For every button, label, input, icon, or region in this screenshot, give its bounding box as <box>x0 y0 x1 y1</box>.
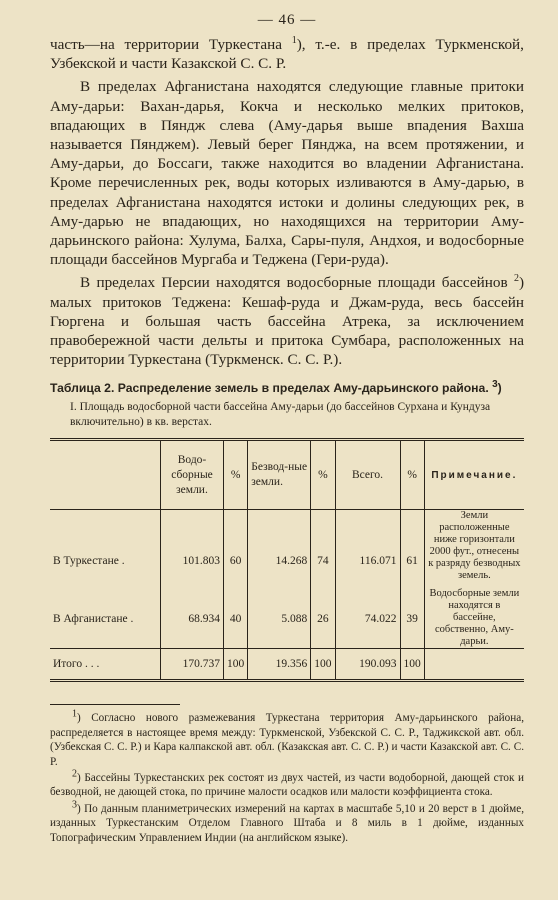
spacer-cell <box>335 510 400 532</box>
note-1: Земли расположенные ниже горизонтали 2000 фут., отнесены к разряду безводных земель. <box>428 510 521 582</box>
cell-water: 170.737 <box>161 649 224 681</box>
cell-dry: 19.356 <box>248 649 311 681</box>
land-distribution-table <box>50 438 524 682</box>
paragraph-2: В пределах Афганистана находятся следующие главные притоки Аму-дарьи: Вахан-дарья, Кокча и несколько мелких притоков, впадающих в Пяндж слева (Аму-дарья выше впадения Вахша называется Пянджем). Левый берег Пянджа, на всем протяжении, и Аму-дарьи, до Боссаги, также находится во владении Афганистана. Кроме перечисленных рек, воды которых изливаются в Аму-дарью, в пределах Афганистана находятся истоки и долины следующих рек, в Аму-дарью не впадающих, но находящихся на территории Аму-дарьинского района: Хулума, Балха, Сары-пуля, Андхоя, и водосборные площади бассейнов Мургаба и Теджена (Гери-руда). <box>50 78 524 269</box>
header-region <box>50 440 161 510</box>
cell-water-pct: 60 <box>224 532 248 590</box>
cell-total-pct: 100 <box>400 649 424 681</box>
spacer-cell <box>248 510 311 532</box>
paragraph-text: часть—на территории Туркестана <box>50 36 292 53</box>
footnotes <box>50 708 524 845</box>
spacer-cell <box>224 510 248 532</box>
page-number: — 46 — <box>257 12 317 28</box>
footnote-ref[interactable]: 2 <box>513 273 519 285</box>
table-caption: Таблица 2. Распределение земель в пределах Аму-дарьинского района. $^3$) <box>50 379 502 396</box>
footnote-2: $^2$) Бассейны Туркестанских рек состоят из двух частей, из части водоборной, дающей сток и безводной, не дающей стока, по причине малости осадков или малости коэффициента стока. <box>50 768 524 799</box>
table-caption-text: Таблица 2. Распределение земель в пределах Аму-дарьинского района. <box>50 381 489 396</box>
header-water-pct: % <box>224 440 248 510</box>
cell-dry-pct: 26 <box>311 590 335 649</box>
cell-total: 74.022 <box>335 590 400 649</box>
cell-total: 116.071 <box>335 532 400 590</box>
paragraph-text: В пределах Персии находятся водосборные площади бассейнов <box>80 274 514 292</box>
cell-dry-pct: 100 <box>311 649 335 681</box>
cell-dry: 14.268 <box>248 532 311 590</box>
spacer-cell <box>400 510 424 532</box>
paragraph-text: ) малых притоков Теджена: Кешаф-руда и Джам-руда, весь бассейн Гюргена и большая часть бассейна Атрека, за исключением правобережной части дельты и притока Сумбара, расположенных на территории Туркестана (Туркменск. С. С. Р.). <box>50 274 524 369</box>
cell-total-pct: 39 <box>400 590 424 649</box>
table-spacer-row <box>50 510 524 532</box>
spacer-cell <box>311 510 335 532</box>
paragraph-text: ), т.-е. в пределах Туркменской, Узбекской и части Казакской С. С. Р. <box>50 36 524 73</box>
row-name: В Афганистане . <box>53 613 134 626</box>
footnote-text: По данным планиметрических измерений на картах в масштабе 5,10 и 20 верст в 1 дюйме, изданных Туркестанским Отделом Главного Штаба и 8 миль в 1 дюйме, изданных Топографическим Управлением Индии (на английском языке). <box>50 802 524 844</box>
note-empty-cell <box>424 649 524 681</box>
footnote-3: $^3$) По данным планиметрических измерений на картах в масштабе 5,10 и 20 верст в 1 дюйме, изданных Туркестанским Отделом Главного Штаба и 8 миль в 1 дюйме, изданных Топографическим Управлением Индии (на английском языке). <box>50 799 524 844</box>
footnote-text: Согласно нового размежевания Туркестана территория Аму-дарьинского района, распределяется в настоящее время между: Туркменской, Узбекской С. С. Р., Таджикской авт. обл. (Узбекская С. С. Р.) и Кара калпакской авт. обл. (Казакская авт. С. С. Р.) и части Казакской авт. С. С. Р. <box>50 712 524 768</box>
footnote-mark: 1 <box>72 708 77 720</box>
body-text <box>50 35 524 369</box>
spacer-cell <box>50 510 161 532</box>
footnote-1: $^1$) Согласно нового размежевания Туркестана территория Аму-дарьинского района, распределяется в настоящее время между: Туркменской, Узбекской С. С. Р., Таджикской авт. обл. (Узбекская С. С. Р.) и Кара калпакской авт. обл. (Казакская авт. С. С. Р.) и части Казакской авт. С. С. Р. <box>50 708 524 768</box>
table-total-row <box>50 649 524 681</box>
header-total: Всего. <box>335 440 400 510</box>
cell-dry: 5.088 <box>248 590 311 649</box>
spacer-cell <box>161 510 224 532</box>
header-dry-pct: % <box>311 440 335 510</box>
paragraph-1 <box>50 35 524 73</box>
note-2: Водосборные земли находятся в бассейне, собственно, Аму-дарьи. <box>429 588 520 648</box>
cell-total-pct: 61 <box>400 532 424 590</box>
cell-water: 68.934 <box>161 590 224 649</box>
cell-water: 101.803 <box>161 532 224 590</box>
header-note: Примечание. <box>424 440 524 510</box>
footnote-mark: 2 <box>72 768 77 780</box>
header-total-pct: % <box>400 440 424 510</box>
row-name: В Туркестане . <box>53 555 125 568</box>
cell-dry-pct: 74 <box>311 532 335 590</box>
cell-water-pct: 40 <box>224 590 248 649</box>
table-subtitle: I. Площадь водосборной части бассейна Аму-дарьи (до бассейнов Сурхана и Кундуза включительно) в кв. верстах. <box>70 401 491 429</box>
footnote-divider <box>50 704 180 705</box>
header-water: Водо-сборные земли. <box>161 440 224 510</box>
footnote-text: Бассейны Туркестанских рек состоят из двух частей, из части водоборной, дающей сток и безводной, не дающей стока, по причине малости осадков или малости коэффициента стока. <box>50 772 524 799</box>
cell-total: 190.093 <box>335 649 400 681</box>
row-name: Итого . . . <box>50 649 161 681</box>
footnote-mark: 3 <box>72 799 77 811</box>
footnote-ref[interactable]: 1 <box>291 34 297 46</box>
footnote-ref[interactable]: 3 <box>492 379 498 391</box>
paragraph-3 <box>50 273 524 369</box>
note-cell <box>424 510 524 649</box>
cell-water-pct: 100 <box>224 649 248 681</box>
table-header-row <box>50 440 524 510</box>
header-dry: Безвод-ные земли. <box>248 440 311 510</box>
